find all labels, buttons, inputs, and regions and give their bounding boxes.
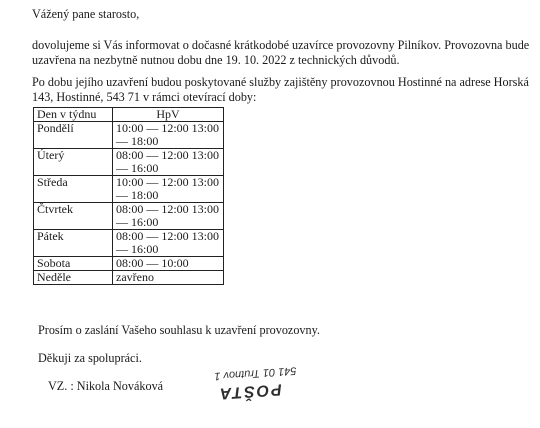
table-row (34, 149, 224, 176)
table-row (34, 230, 224, 257)
stamp-title: POŠTA (217, 380, 283, 402)
paragraph-1-line-1: dovolujeme si Vás informovat o dočasné krátkodobé uzavírce provozovny Pilníkov. Provozovna bude (32, 38, 530, 52)
hours-line-1: 10:00 — 12:00 13:00 (116, 175, 220, 189)
table-row (34, 271, 224, 285)
hours-cell: 08:00 — 10:00 (113, 257, 224, 271)
day-cell: Čtvrtek (34, 203, 113, 230)
day-cell: Sobota (34, 257, 113, 271)
table-header-row (34, 108, 224, 122)
paragraph-2-line-2: 143, Hostinné, 543 71 v rámci otevírací doby: (32, 90, 257, 104)
hours-line-1: 08:00 — 12:00 13:00 (116, 202, 220, 216)
post-office-stamp (182, 356, 304, 404)
hours-cell (113, 230, 224, 257)
hours-line-2: — 16:00 (116, 215, 159, 229)
salutation: Vážený pane starosto, (32, 7, 140, 21)
paragraph-1-line-2: uzavřena na nezbytně nutnou dobu dne 19. 10. 2022 z technických důvodů. (32, 53, 400, 67)
hours-cell (113, 149, 224, 176)
hours-line-2: — 16:00 (116, 242, 159, 256)
table-row (34, 122, 224, 149)
day-cell: Úterý (34, 149, 113, 176)
day-cell: Pondělí (34, 122, 113, 149)
column-header-day: Den v týdnu (34, 108, 113, 122)
signature-line: VZ. : Nikola Nováková (48, 379, 164, 393)
hours-line-1: 08:00 — 12:00 13:00 (116, 148, 220, 162)
day-cell: Středa (34, 176, 113, 203)
paragraph-2-line-1: Po dobu jejího uzavření budou poskytované služby zajištěny provozovnou Hostinné na adrese Horská (32, 75, 529, 89)
day-cell: Neděle (34, 271, 113, 285)
hours-cell: zavřeno (113, 271, 224, 285)
column-header-hours: HpV (113, 108, 224, 122)
hours-cell (113, 203, 224, 230)
stamp-office-line: 541 01 Trutnov 1 (213, 364, 297, 382)
day-cell: Pátek (34, 230, 113, 257)
hours-line-2: — 18:00 (116, 188, 159, 202)
table-row (34, 176, 224, 203)
hours-line-2: — 16:00 (116, 161, 159, 175)
hours-cell (113, 176, 224, 203)
request-text: Prosím o zaslání Vašeho souhlasu k uzavření provozovny. (38, 323, 320, 337)
hours-line-1: 08:00 — 12:00 13:00 (116, 229, 220, 243)
opening-hours-table (33, 107, 224, 285)
hours-cell (113, 122, 224, 149)
table-row (34, 203, 224, 230)
table-row (34, 257, 224, 271)
thanks-text: Děkuji za spolupráci. (38, 351, 142, 365)
hours-line-1: 10:00 — 12:00 13:00 (116, 121, 220, 135)
hours-line-2: — 18:00 (116, 134, 159, 148)
